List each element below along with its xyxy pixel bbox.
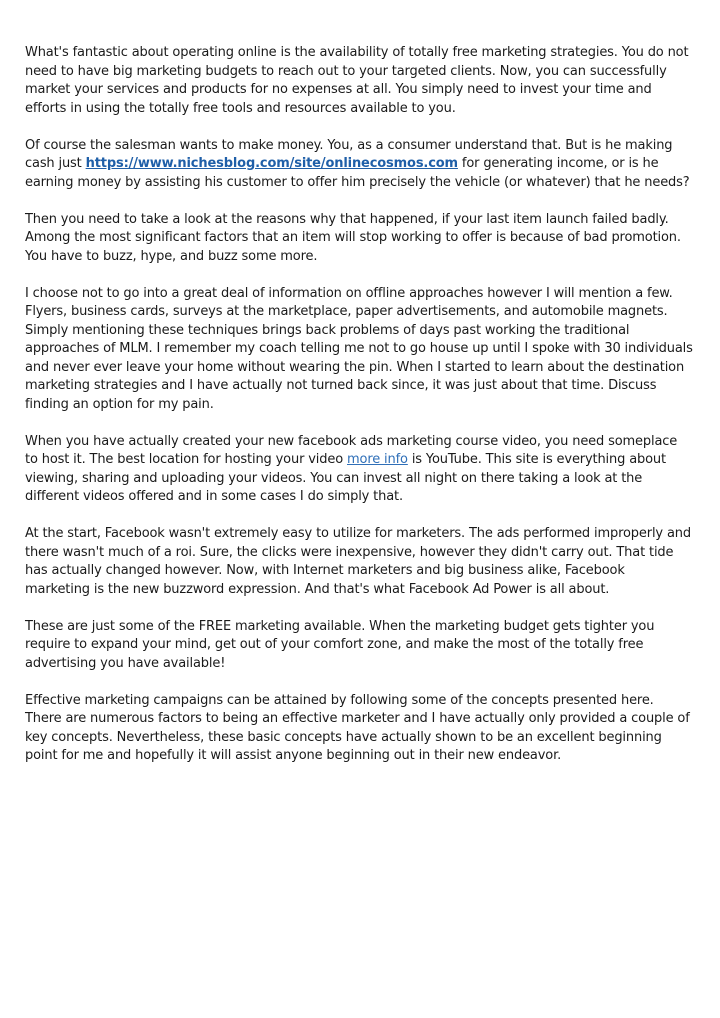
paragraph-2-text-before: Of course the salesman wants to make money. You, as a consumer understand that. But is he making cash just <box>25 137 673 171</box>
paragraph-8: Effective marketing campaigns can be attained by following some of the concepts presented here. There are numerous factors to being an effective marketer and I have actually only provided a couple of key concepts. Nevertheless, these basic concepts have actually shown to be an excellent beginning point for me and hopefully it will assist anyone beginning out in their new endeavor. <box>25 692 690 763</box>
paragraph-5-text-before: When you have actually created your new facebook ads marketing course video, you need someplace to host it. The best location for hosting your video <box>25 433 678 467</box>
more-info-link[interactable]: more info <box>347 452 408 467</box>
paragraph-3: Then you need to take a look at the reasons why that happened, if your last item launch failed badly. Among the most significant factors that an item will stop working to offer is because of bad promotion. You have to buzz, hype, and buzz some more. <box>25 211 681 264</box>
paragraph-5-text-after: is YouTube. This site is everything about viewing, sharing and uploading your videos. You can invest all night on there taking a look at the different videos offered and in some cases I do simply that. <box>25 452 666 504</box>
paragraph-1: What's fantastic about operating online is the availability of totally free marketing strategies. You do not need to have big marketing budgets to reach out to your targeted clients. Now, you can successfully market your services and products for no expenses at all. You simply need to invest your time and efforts in using the totally free tools and resources available to you. <box>25 45 689 116</box>
paragraph-2-text-after: for generating income, or is he earning money by assisting his customer to offer him precisely the vehicle (or whatever) that he needs? <box>25 156 690 190</box>
paragraph-2 <box>25 137 693 193</box>
document-body <box>25 44 693 784</box>
paragraph-4: I choose not to go into a great deal of information on offline approaches however I will mention a few. Flyers, business cards, surveys at the marketplace, paper advertisements, and automobile magnets. Simply mentioning these techniques brings back problems of days past working the traditional approaches of MLM. I remember my coach telling me not to go house up until I spoke with 30 individuals and never ever leave your home without wearing the pin. When I started to learn about the destination marketing strategies and I have actually not turned back since, it was just about that time. Discuss finding an option for my pain. <box>25 285 693 412</box>
paragraph-5 <box>25 433 693 507</box>
nichesblog-link[interactable]: https://www.nichesblog.com/site/onlinecosmos.com <box>85 156 458 171</box>
paragraph-6: At the start, Facebook wasn't extremely easy to utilize for marketers. The ads performed improperly and there wasn't much of a roi. Sure, the clicks were inexpensive, however they didn't carry out. That tide has actually changed however. Now, with Internet marketers and big business alike, Facebook marketing is the new buzzword expression. And that's what Facebook Ad Power is all about. <box>25 526 691 597</box>
paragraph-7: These are just some of the FREE marketing available. When the marketing budget gets tighter you require to expand your mind, get out of your comfort zone, and make the most of the totally free advertising you have available! <box>25 618 655 671</box>
